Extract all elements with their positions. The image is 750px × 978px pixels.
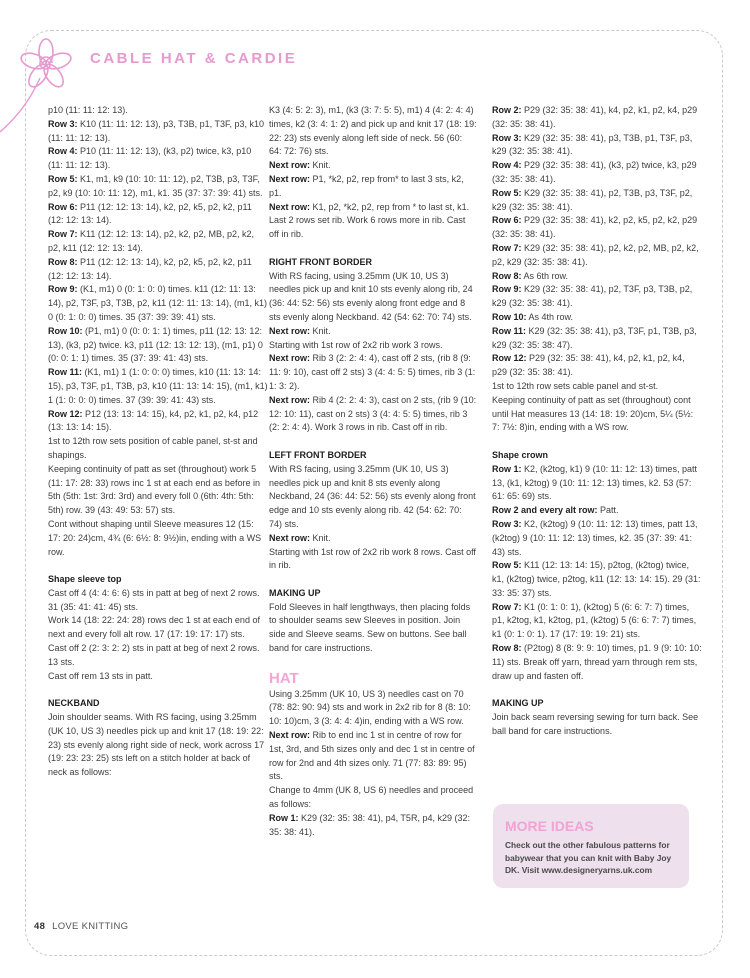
instruction-paragraph <box>269 104 477 159</box>
more-ideas-heading: MORE IDEAS <box>505 818 594 834</box>
instruction-paragraph <box>492 559 702 600</box>
instruction-paragraph <box>492 325 702 353</box>
instruction-paragraph <box>492 242 702 270</box>
row-label: Row 10: <box>492 311 527 322</box>
row-label: Row 4: <box>48 146 78 157</box>
instruction-paragraph <box>48 518 268 559</box>
instruction-text: K29 (32: 35: 38: 41), p4, T5R, p4, k29 (32: 35: 38: 41). <box>269 812 470 837</box>
row-label: Row 11: <box>48 367 83 378</box>
row-label: Row 6: <box>48 201 78 212</box>
instruction-text: K1 (0: 1: 0: 1), (k2tog) 5 (6: 6: 7: 7) times, p1, k2tog, k1, k2tog, p1, (k2tog) 5 (6: 6: 7: 7) times, k1 (0: 1: 0: 1). 17 (17: 19: 19: 21) sts. <box>492 601 697 640</box>
section-heading: Shape crown <box>492 449 549 460</box>
instruction-paragraph <box>48 145 268 173</box>
row-label: Row 3: <box>492 518 522 529</box>
more-ideas-box <box>493 804 689 888</box>
instruction-text: K3 (4: 5: 2: 3), m1, (k3 (3: 7: 5: 5), m1) 4 (4: 2: 4: 4) times, k2 (3: 4: 1: 2) and pick up and knit 17 (18: 19: 22: 23) sts evenly along left side of neck. 56 (60: 64: 72: 76) sts. <box>269 105 477 157</box>
instruction-text: Using 3.25mm (UK 10, US 3) needles cast on 70 (78: 82: 90: 94) sts and work in 2x2 rib for 8 (8: 10: 10: 10)cm, 3 (3: 4: 4: 4)in, ending with a WS row. <box>269 688 471 727</box>
instruction-text: K1, m1, k9 (10: 10: 11: 12), p2, T3B, p3, T3F, p2, k9 (10: 10: 11: 12), m1, k1. 35 (37: 37: 39: 41) sts. <box>48 173 263 198</box>
instruction-text: K29 (32: 35: 38: 41), p3, T3F, p1, T3B, p3, k29 (32: 35: 38: 47). <box>492 325 697 350</box>
instruction-paragraph <box>269 532 477 546</box>
instruction-paragraph <box>492 394 702 435</box>
instruction-text: 1st to 12th row sets cable panel and st-st. <box>492 380 659 391</box>
row-label: Row 10: <box>48 325 83 336</box>
row-label: Row 5: <box>492 560 522 571</box>
instruction-paragraph <box>269 463 477 532</box>
instruction-text: Rib 4 (2: 2: 4: 3), cast on 2 sts, (rib 9 (10: 12: 10: 11), cast on 2 sts) 3 (4: 4: 5: 5) times, rib 3 (2: 2: 4: 4). Work 3 rows in rib. Cast off in rib. <box>269 394 477 433</box>
magazine-name: LOVE KNITTING <box>52 921 129 932</box>
row-label: Row 2 and every alt row: <box>492 505 598 516</box>
instruction-text: P29 (32: 35: 38: 41), k4, p2, k1, p2, k4, p29 (32: 35: 38: 41). <box>492 353 685 378</box>
instruction-text: Starting with 1st row of 2x2 rib work 8 rows. Cast off in rib. <box>269 546 476 571</box>
instruction-paragraph <box>48 283 268 324</box>
instruction-text: Rib to end inc 1 st in centre of row for 1st, 3rd, and 5th sizes only and dec 1 st in centre of row for 2nd and 4th sizes only. 71 (77: 83: 89: 95) sts. <box>269 730 475 782</box>
instruction-text: P11 (12: 12: 13: 14), k2, p2, k5, p2, k2, p11 (12: 12: 13: 14). <box>48 201 252 226</box>
column-3 <box>492 104 702 739</box>
instruction-paragraph <box>492 518 702 559</box>
row-label: Next row: <box>269 394 311 405</box>
instruction-paragraph <box>48 201 268 229</box>
instruction-text: P10 (11: 11: 12: 13), (k3, p2) twice, k3, p10 (11: 11: 12: 13). <box>48 146 252 171</box>
row-label: Row 7: <box>492 601 522 612</box>
instruction-text: K29 (32: 35: 38: 41), p3, T3B, p1, T3F, p3, k29 (32: 35: 38: 41). <box>492 132 693 157</box>
row-label: Row 5: <box>492 187 522 198</box>
instruction-paragraph <box>48 435 268 463</box>
instruction-text: Keeping continuity of patt as set (throughout) work 5 (11: 17: 28: 33) rows inc 1 st at each end as before in 5th (5th: 1st: 3rd: 3rd) and every foll 0 (6th: 4th: 5th: 5th) row. 39 (43: 49: 53: 57) sts. <box>48 463 260 516</box>
instruction-text: P29 (32: 35: 38: 41), (k3, p2) twice, k3, p29 (32: 35: 38: 41). <box>492 160 697 184</box>
instruction-text: Patt. <box>600 505 619 516</box>
instruction-paragraph <box>269 201 477 242</box>
instruction-paragraph <box>269 394 477 435</box>
instruction-paragraph <box>48 463 268 518</box>
instruction-paragraph <box>492 311 702 325</box>
row-label: Row 9: <box>48 284 78 295</box>
instruction-text: P29 (32: 35: 38: 41), k4, p2, k1, p2, k4, p29 (32: 35: 38: 41). <box>492 105 698 129</box>
instruction-text: Join shoulder seams. With RS facing, using 3.25mm (UK 10, US 3) needles pick up and knit 17 (18: 19: 22: 23) sts evenly along right side of neck, work across 17 (19: 23: 23: 25) sts left on a stitch holder at back of neck as follows: <box>48 712 265 778</box>
instruction-text: K10 (11: 11: 12: 13), p3, T3B, p1, T3F, p3, k10 (11: 11: 12: 13). <box>48 118 264 143</box>
instruction-paragraph <box>492 187 702 215</box>
instruction-text: 1st to 12th row sets position of cable panel, st-st and shapings. <box>48 436 258 460</box>
row-label: Row 12: <box>492 353 527 364</box>
instruction-paragraph <box>269 159 477 173</box>
instruction-paragraph <box>492 380 702 394</box>
instruction-paragraph <box>48 325 268 366</box>
row-label: Next row: <box>269 201 311 212</box>
instruction-text: (K1, m1) 0 (0: 1: 0: 0) times. k11 (12: 11: 13: 14), p2, T3F, p3, T3B, p2, k11 (12: 11: 13: 14), (m1, k1) 0 (0: 1: 0: 0) times. 35 (37: 39: 39: 41) sts. <box>48 284 267 322</box>
row-label: Row 7: <box>492 242 522 253</box>
instruction-text: Cast off 2 (2: 3: 2: 2) sts in patt at beg of next 2 rows. 13 sts. <box>48 643 260 667</box>
row-label: Next row: <box>269 160 311 171</box>
instruction-paragraph <box>269 339 477 353</box>
instruction-paragraph <box>492 132 702 160</box>
row-label: Next row: <box>269 353 311 364</box>
row-label: Row 7: <box>48 229 78 240</box>
instruction-text: Join back seam reversing sewing for turn back. See ball band for care instructions. <box>492 712 699 736</box>
section-heading: MAKING UP <box>269 587 321 598</box>
row-label: Row 8: <box>48 256 78 267</box>
instruction-paragraph <box>48 408 268 436</box>
row-label: Row 6: <box>492 215 522 226</box>
row-label: Row 12: <box>48 408 83 419</box>
instruction-text: Work 14 (18: 22: 24: 28) rows dec 1 st at each end of next and every foll alt row. 17 (17: 19: 17: 17) sts. <box>48 615 260 640</box>
instruction-text: With RS facing, using 3.25mm (UK 10, US 3) needles pick up and knit 8 sts evenly along Neckband, 24 (36: 44: 52: 56) sts evenly along front edge and 10 sts evenly along rib. 42 (54: 62: 70: 74) sts. <box>269 463 476 529</box>
section-heading: RIGHT FRONT BORDER <box>269 256 372 267</box>
instruction-text: P29 (32: 35: 38: 41), k2, p2, k5, p2, k2, p29 (32: 35: 38: 41). <box>492 215 698 240</box>
instruction-text: K11 (12: 13: 14: 15), p2tog, (k2tog) twice, k1, (k2tog) twice, p2tog, k11 (12: 13: 14: 15). 29 (31: 33: 35: 37) sts. <box>492 560 701 598</box>
row-label: Row 11: <box>492 325 527 336</box>
instruction-text: Keeping continuity of patt as set (throughout) cont until Hat measures 13 (14: 18: 19: 20)cm, 5¼ (5½: 7: 7½: 8)in, ending with a WS row. <box>492 394 694 433</box>
instruction-text: K29 (32: 35: 38: 41), p2, T3B, p3, T3F, p2, k29 (32: 35: 38: 41). <box>492 187 693 212</box>
section-heading: MAKING UP <box>492 698 544 709</box>
section-heading-large: HAT <box>269 669 299 687</box>
instruction-text: K29 (32: 35: 38: 41), p2, k2, p2, MB, p2, k2, p2, k29 (32: 35: 38: 41). <box>492 242 699 267</box>
instruction-text: K2, (k2tog) 9 (10: 11: 12: 13) times, patt 13, (k2tog) 9 (10: 11: 12: 13) times, k2. 35 (37: 39: 41: 43) sts. <box>492 518 698 557</box>
instruction-paragraph <box>48 173 268 201</box>
more-ideas-text: Check out the other fabulous patterns for babywear that you can knit with Baby Joy DK. Visit www.designeryarns.uk.com <box>505 840 672 875</box>
instruction-text: (P1, m1) 0 (0: 0: 1: 1) times, p11 (12: 13: 12: 13), (k3, p2) twice. k3, p11 (12: 13: 12: 13), (m1, p1) 0 (0: 0: 1: 1) times. 35 (37: 39: 41: 43) sts. <box>48 325 263 364</box>
instruction-text: Rib 3 (2: 2: 4: 4), cast off 2 sts, (rib 8 (9: 11: 9: 10), cast off 2 sts) 3 (4: 4: 5: 5) times, rib 3 (1: 1: 3: 2). <box>269 353 476 391</box>
instruction-paragraph <box>48 670 268 684</box>
page-title: CABLE HAT & CARDIE <box>90 50 298 67</box>
column-2 <box>269 104 477 839</box>
instruction-text: As 6th row. <box>523 270 569 281</box>
row-label: Row 8: <box>492 270 522 281</box>
instruction-text: Starting with 1st row of 2x2 rib work 3 rows. <box>269 339 443 350</box>
instruction-text: Cast off 4 (4: 4: 6: 6) sts in patt at beg of next 2 rows. 31 (35: 41: 41: 45) sts. <box>48 587 260 612</box>
instruction-text: Cont without shaping until Sleeve measures 12 (15: 17: 20: 24)cm, 4¾ (6: 6½: 8: 9½)in, ending with a WS row. <box>48 518 262 557</box>
row-label: Row 2: <box>492 105 522 115</box>
row-label: Row 8: <box>492 643 522 654</box>
instruction-paragraph <box>492 352 702 380</box>
instruction-text: K1, p2, *k2, p2, rep from * to last st, k1. Last 2 rows set rib. Work 6 rows more in rib. Cast off in rib. <box>269 201 470 240</box>
instruction-paragraph <box>48 228 268 256</box>
instruction-paragraph <box>48 614 268 642</box>
instruction-text: P11 (12: 12: 13: 14), k2, p2, k5, p2, k2, p11 (12: 12: 13: 14). <box>48 256 252 281</box>
instruction-text: (P2tog) 8 (8: 9: 9: 10) times, p1. 9 (9: 10: 10: 11) sts. Break off yarn, thread yarn through rem sts, draw up and fasten off. <box>492 643 702 681</box>
instruction-paragraph <box>269 352 477 393</box>
page-number: 48 <box>34 921 46 932</box>
instruction-paragraph <box>48 366 268 407</box>
instruction-paragraph <box>492 463 702 504</box>
row-label: Row 3: <box>48 118 78 129</box>
instruction-paragraph <box>492 642 702 683</box>
instruction-paragraph <box>492 283 702 311</box>
row-label: Row 1: <box>269 812 299 823</box>
instruction-paragraph <box>492 601 702 642</box>
instruction-paragraph <box>492 711 702 739</box>
instruction-text: Fold Sleeves in half lengthways, then placing folds to shoulder seams sew Sleeves in position. Join side and Sleeve seams. Sew on buttons. See ball band for care instructions. <box>269 601 471 654</box>
instruction-text: Cast off rem 13 sts in patt. <box>48 670 153 681</box>
row-label: Row 9: <box>492 284 522 295</box>
instruction-paragraph <box>48 587 268 615</box>
instruction-paragraph <box>269 812 477 840</box>
instruction-paragraph <box>48 118 268 146</box>
instruction-text: Knit. <box>312 325 331 336</box>
row-label: Next row: <box>269 325 311 336</box>
instruction-text: Knit. <box>312 532 331 543</box>
row-label: Next row: <box>269 532 311 543</box>
instruction-paragraph <box>269 601 477 656</box>
section-heading: NECKBAND <box>48 698 100 709</box>
section-heading: LEFT FRONT BORDER <box>269 449 367 460</box>
instruction-paragraph <box>48 711 268 780</box>
instruction-text: P12 (13: 13: 14: 15), k4, p2, k1, p2, k4, p12 (13: 13: 14: 15). <box>48 408 259 433</box>
instruction-text: p10 (11: 11: 12: 13). <box>48 105 128 115</box>
instruction-paragraph <box>492 159 702 187</box>
section-heading: Shape sleeve top <box>48 574 122 585</box>
instruction-text: K11 (12: 12: 13: 14), p2, k2, p2, MB, p2, k2, p2, k11 (12: 12: 13: 14). <box>48 229 254 253</box>
row-label: Row 4: <box>492 160 522 171</box>
instruction-text: K29 (32: 35: 38: 41), p2, T3F, p3, T3B, p2, k29 (32: 35: 38: 41). <box>492 284 693 309</box>
row-label: Next row: <box>269 173 311 184</box>
instruction-text: Change to 4mm (UK 8, US 6) needles and proceed as follows: <box>269 785 474 810</box>
instruction-paragraph <box>48 642 268 670</box>
row-label: Next row: <box>269 730 311 741</box>
instruction-text: P1, *k2, p2, rep from* to last 3 sts, k2, p1. <box>269 173 464 198</box>
instruction-paragraph <box>269 173 477 201</box>
row-label: Row 3: <box>492 132 522 143</box>
instruction-paragraph <box>492 104 702 132</box>
instruction-paragraph <box>269 546 477 574</box>
row-label: Row 5: <box>48 173 78 184</box>
instruction-paragraph <box>269 270 477 325</box>
instruction-paragraph <box>269 784 477 812</box>
row-label: Row 1: <box>492 463 522 474</box>
instruction-paragraph <box>492 270 702 284</box>
instruction-paragraph <box>492 504 702 518</box>
instruction-paragraph <box>48 104 268 118</box>
instruction-text: K2, (k2tog, k1) 9 (10: 11: 12: 13) times, patt 13, (k1, k2tog) 9 (10: 11: 12: 13) times, k2. 53 (57: 61: 65: 69) sts. <box>492 463 697 502</box>
column-1 <box>48 104 268 780</box>
instruction-text: With RS facing, using 3.25mm (UK 10, US 3) needles pick up and knit 10 sts evenly along rib, 24 (36: 44: 52: 56) sts evenly along front edge and 8 sts evenly along Neckband. 42 (54: 62: 70: 74) sts. <box>269 270 473 322</box>
instruction-text: Knit. <box>312 160 331 171</box>
page-footer <box>34 921 128 932</box>
instruction-paragraph <box>492 214 702 242</box>
instruction-paragraph <box>269 325 477 339</box>
instruction-text: As 4th row. <box>528 311 574 322</box>
instruction-text: (K1, m1) 1 (1: 0: 0: 0) times, k10 (11: 13: 14: 15), p3, T3F, p1, T3B, p3, k10 (11: 13: 14: 15), (m1, k1) 1 (1: 0: 0: 0) times. 37 (39: 39: 41: 43) sts. <box>48 367 268 405</box>
instruction-paragraph <box>269 688 477 729</box>
instruction-paragraph <box>48 256 268 284</box>
instruction-paragraph <box>269 729 477 784</box>
